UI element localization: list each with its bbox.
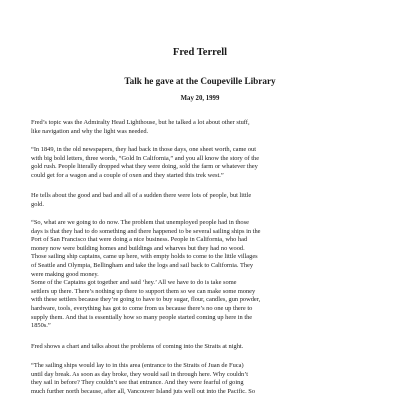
text-line: could get for a wagon and a couple of oxen and they started this trek west.” — [31, 171, 224, 179]
text-line: money now were building homes and buildings and wharves but they had no wood. — [31, 244, 245, 252]
paragraph-sailing-ships-quote — [31, 362, 371, 396]
text-line: Port of San Francisco that were doing a nice business. People in California, who had — [31, 236, 248, 244]
document-title: Fred Terrell — [172, 47, 228, 58]
text-line: with these settlers because they’re going to have to buy sugar, flour, candles, gun powder, — [31, 296, 261, 304]
text-line: 1850s.” — [31, 322, 51, 330]
text-line: supply them. And that is essentially how so many people started coming up here in the — [31, 313, 253, 321]
document-date: May 20, 1999 — [180, 95, 220, 102]
text-line: like navigation and why the light was needed. — [31, 127, 149, 135]
document-subtitle: Talk he gave at the Coupeville Library — [124, 76, 276, 86]
text-line: were making good money. — [31, 270, 99, 278]
paragraph-chart-note — [31, 343, 371, 352]
text-line: much further north because, after all, Vancouver Island juts well out into the Pacific. So — [31, 387, 256, 395]
text-line: of Seattle and Olympia, Bellingham and take the logs and sail back to California. They — [31, 261, 254, 269]
text-line: with big bold letters, three words, “Gold In California,” and you all know the story of the — [31, 154, 260, 162]
text-line: hardware, tools, everything has got to come from us because there’s no one up there to — [31, 304, 253, 312]
text-line: Some of the Captains got together and said ‘hey.’ All we have to do is take some — [31, 279, 237, 287]
text-line: Those sailing ship captains, came up here, with empty holds to come to the little villages — [31, 253, 258, 261]
text-line: Fred’s topic was the Admiralty Head Lighthouse, but he talked a lot about other stuff, — [31, 119, 250, 126]
text-line: settlers up there. There’s nothing up there to support them so we can make some money — [31, 287, 256, 295]
text-line: they sail in before? They couldn’t see that entrance. And they were fearful of going — [31, 379, 244, 387]
text-line: days is that they had to do something and there happened to be several sailing ships in the — [31, 227, 261, 235]
paragraph-good-and-bad — [31, 192, 371, 209]
text-line: “The sailing ships would lay to in this area (entrance to the Straits of Juan de Fuca) — [31, 362, 244, 369]
paragraph-what-now-quote — [31, 219, 371, 331]
text-line: gold rush. People literally dropped what they were doing, sold the farm or whatever they — [31, 163, 258, 171]
text-line: gold. — [31, 200, 44, 208]
text-line: “So, what are we going to do now. The problem that unemployed people had in those — [31, 219, 249, 226]
text-line: until day break. As soon as day broke, they would sail in through here. Why couldn’t — [31, 370, 249, 378]
paragraph-intro — [31, 119, 371, 136]
text-line: Fred shows a chart and talks about the problems of coming into the Straits at night. — [31, 343, 244, 350]
paragraph-gold-rush-quote — [31, 146, 371, 180]
text-line: “In 1849, in the old newspapers, they had back in those days, one sheet worth, came out — [31, 146, 257, 153]
text-line: He tells about the good and bad and all of a sudden there were lots of people, but little — [31, 192, 252, 199]
